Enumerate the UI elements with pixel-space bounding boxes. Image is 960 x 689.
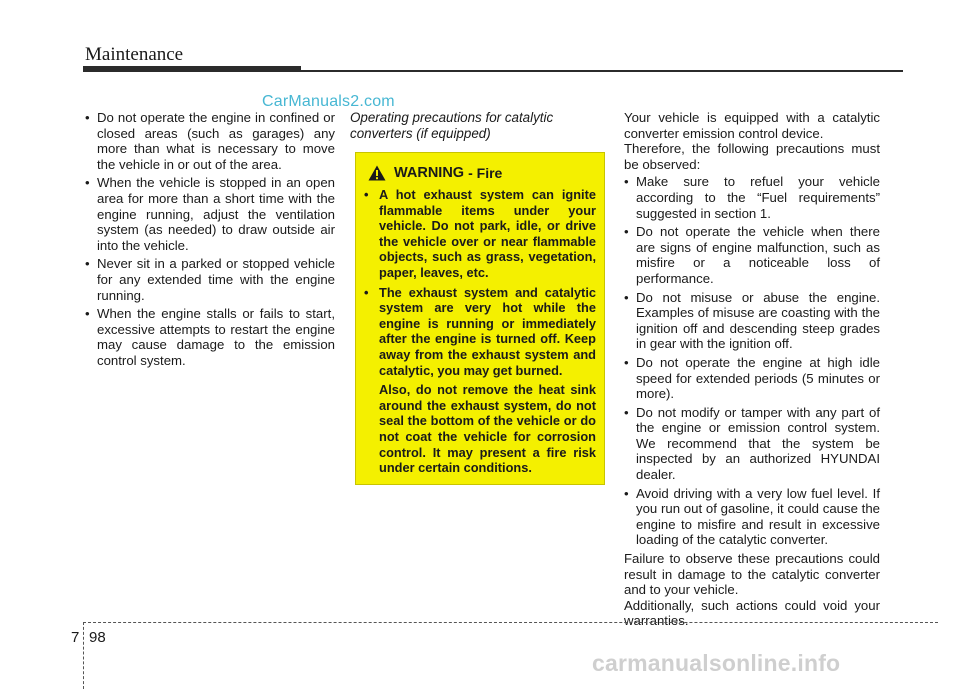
outro-paragraph: Failure to observe these precautions could result in damage to the catalytic converter and to your vehicle. [624,551,880,598]
list-item: • Do not operate the engine in confined or closed areas (such as garages) any more than what is necessary to move the vehicle in or out of the area. [85,110,335,172]
warning-continuation: Also, do not remove the heat sink around the exhaust system, do not seal the bottom of the vehicle or do not coat the vehicle for corrosion control. It may present a fire risk under certain conditions. [379,382,596,476]
footer-dashed-divider [83,622,84,689]
intro-paragraph: Therefore, the following precautions must be observed: [624,141,880,172]
chapter-number: 7 [71,629,80,646]
intro-paragraph: Your vehicle is equipped with a catalytic converter emission control device. [624,110,880,141]
list-item: • When the engine stalls or fails to start, excessive attempts to restart the engine may cause damage to the emission control system. [85,306,335,368]
page-number: 98 [89,629,106,646]
column-left [85,110,335,372]
list-item: • The exhaust system and catalytic system are very hot while the engine is running or immediately after the engine is turned off. Keep away from the exhaust system and catalytic, you may get burned. [364,285,596,379]
section-title: Maintenance [85,44,184,65]
warning-triangle-icon [368,165,386,181]
warning-list [364,187,596,378]
watermark-bottom: carmanualsonline.info [592,650,841,676]
column-right [624,110,880,629]
warning-box [355,152,605,485]
warning-header [368,165,596,181]
footer-dashed-rule [83,622,938,623]
title-underline-bar [83,66,301,72]
column-middle [350,110,607,141]
list-item: • Do not modify or tamper with any part of the engine or emission control system. We recommend that the system be inspected by an authorized HYUNDAI dealer. [624,405,880,483]
catalytic-heading: Operating precautions for catalytic converters (if equipped) [350,110,554,141]
list-item: • Never sit in a parked or stopped vehicle for any extended time with the engine running. [85,256,335,303]
list-item: • Do not misuse or abuse the engine. Examples of misuse are coasting with the ignition off and descending steep grades in gear with the ignition off. [624,290,880,352]
list-item: • Make sure to refuel your vehicle according to the “Fuel requirements” suggested in section 1. [624,174,880,221]
warning-subtitle: - Fire [468,165,503,181]
warning-title: WARNING [394,165,465,181]
list-item: • Do not operate the vehicle when there are signs of engine malfunction, such as misfire or a noticeable loss of performance. [624,224,880,286]
emission-precautions-list [85,110,335,369]
outro-paragraph: Additionally, such actions could void your warranties. [624,597,880,629]
title-underline-rule [301,70,903,72]
watermark-top: CarManuals2.com [262,93,395,110]
list-item: • When the vehicle is stopped in an open area for more than a short time with the engine running, adjust the ventilation system (as needed) to draw outside air into the vehicle. [85,175,335,253]
list-item: • Avoid driving with a very low fuel level. If you run out of gasoline, it could cause the engine to misfire and result in excessive loading of the catalytic converter. [624,486,880,548]
list-item: • A hot exhaust system can ignite flammable items under your vehicle. Do not park, idle, or drive the vehicle over or near flammable objects, such as grass, vegetation, paper, leaves, etc. [364,187,596,281]
list-item: • Do not operate the engine at high idle speed for extended periods (5 minutes or more). [624,355,880,402]
catalytic-precautions-list [624,174,880,548]
